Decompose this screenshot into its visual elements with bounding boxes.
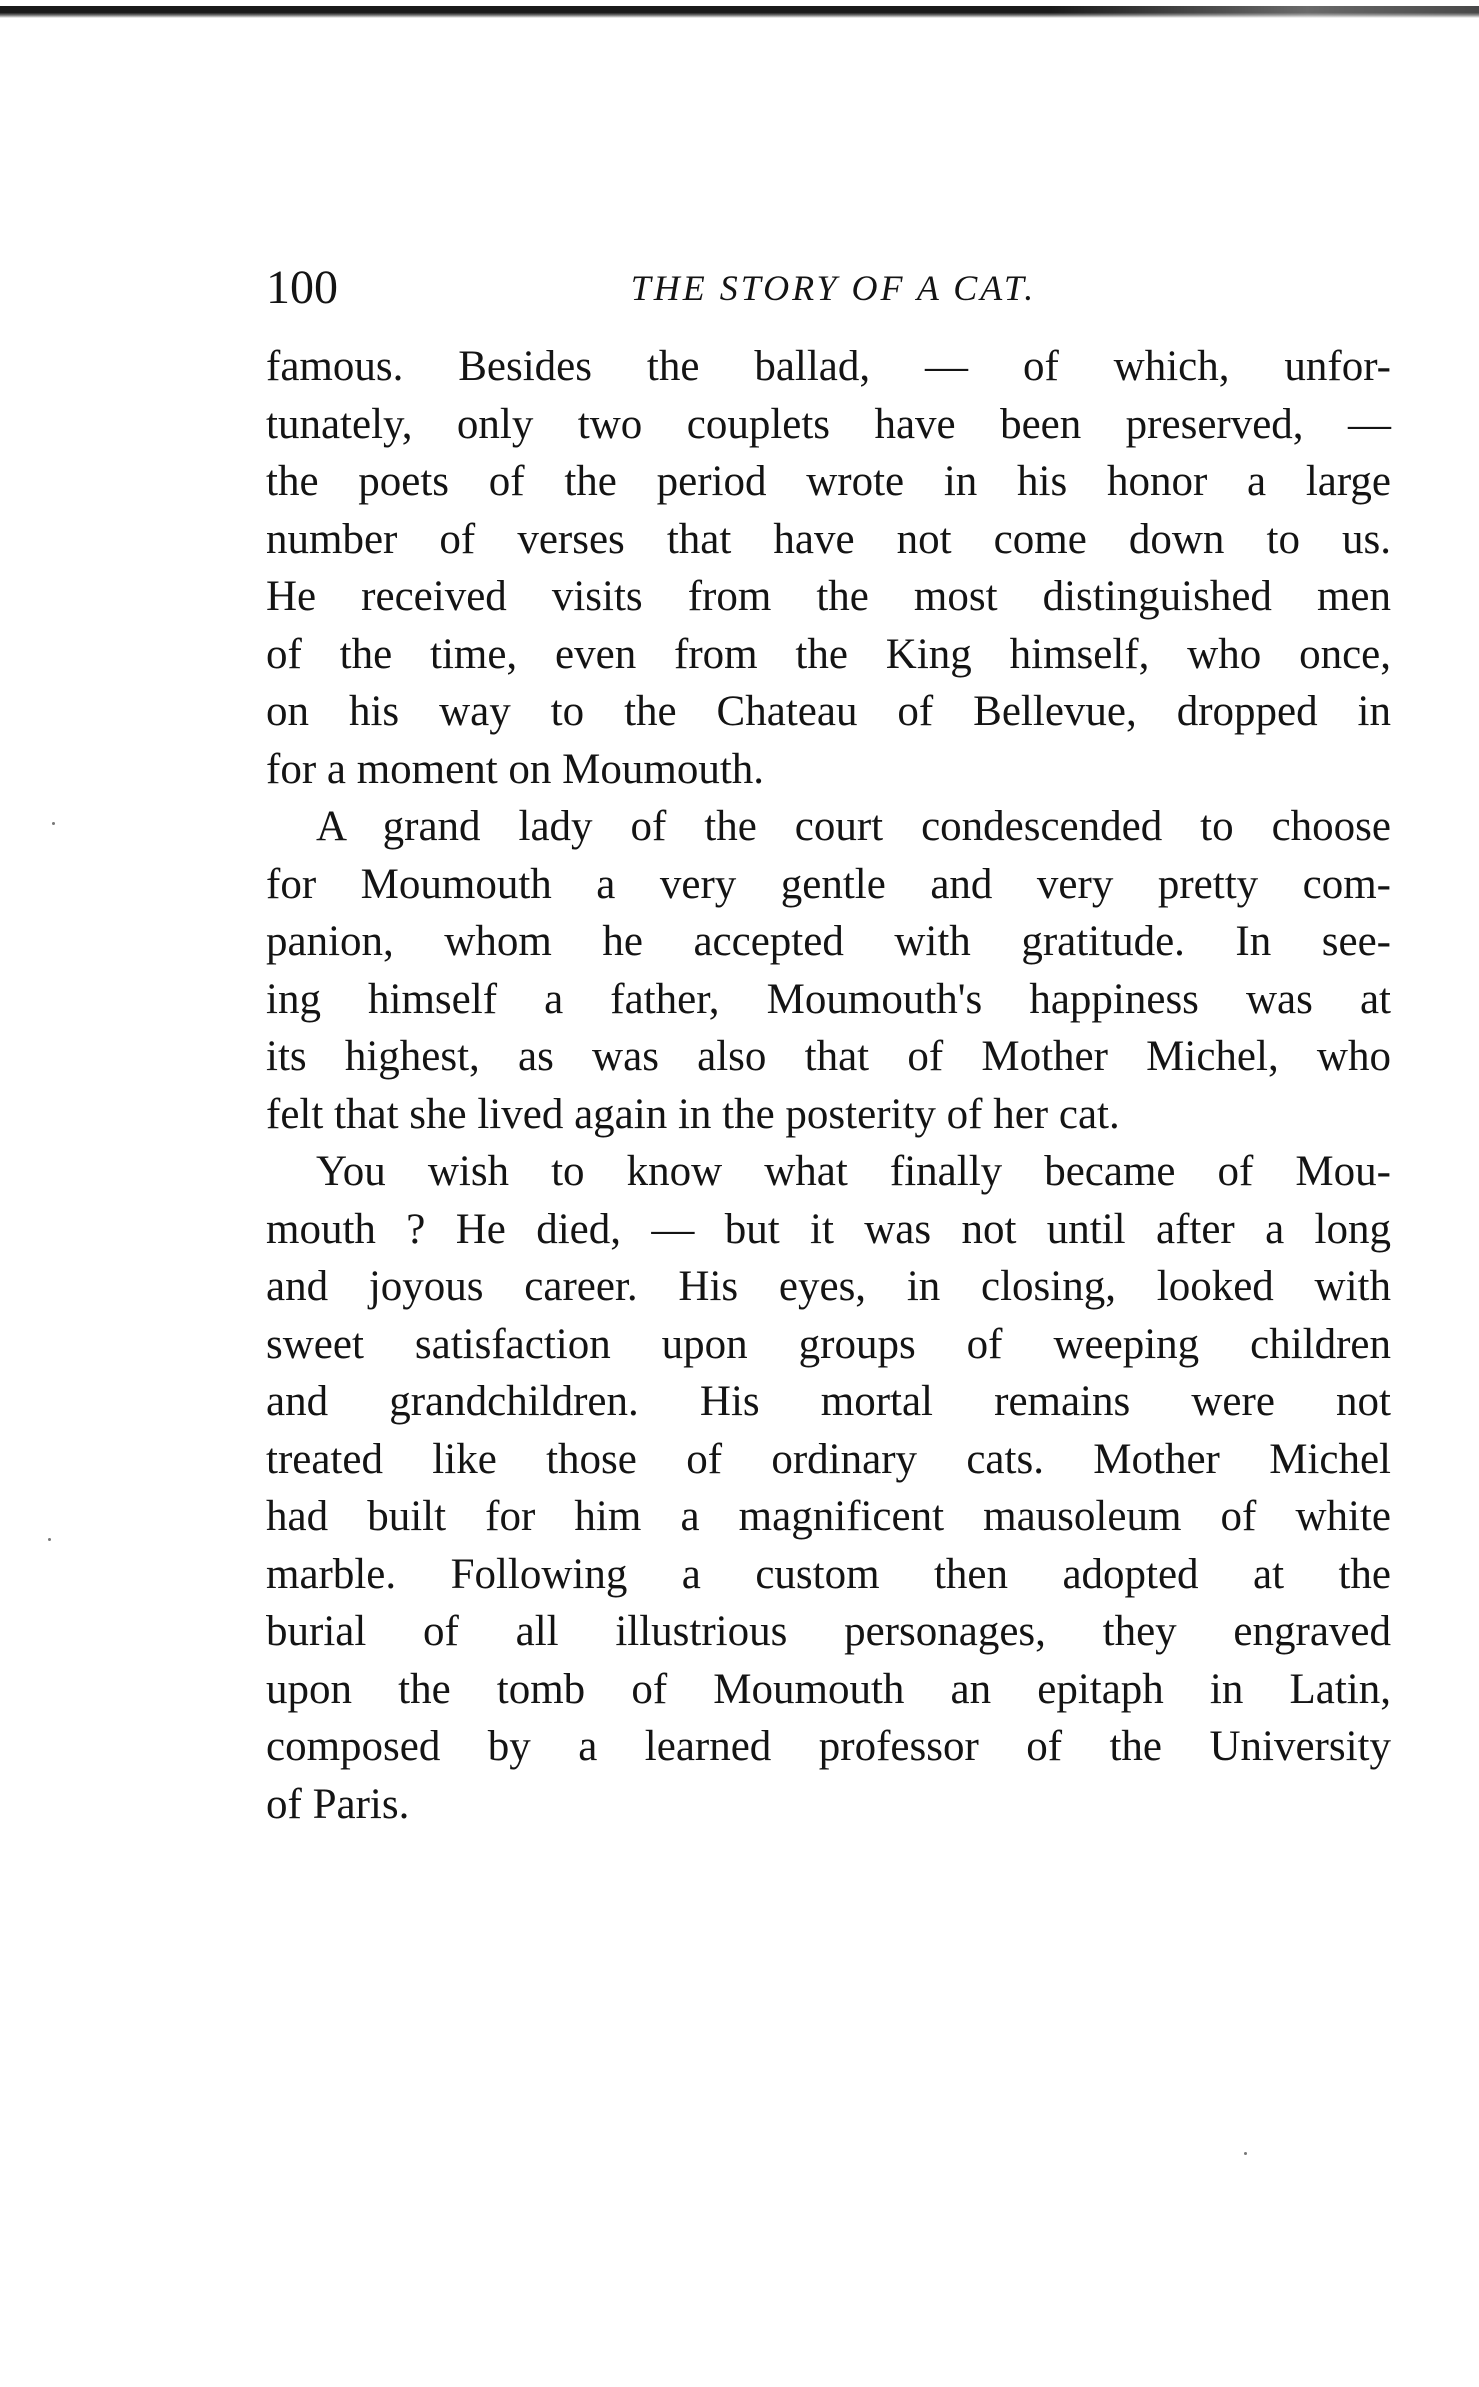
paper-speck [1244,2152,1247,2155]
top-edge-fade [1050,6,1479,28]
text-line: of the time, even from the King himself, who once, [266,630,1391,678]
text-line: had built for him a magnificent mausoleum of white [266,1493,1391,1540]
text-line: You wish to know what finally became of Mou- [316,1148,1391,1195]
page-number: 100 [266,261,338,314]
page-header [266,258,1391,318]
body-text [266,338,1391,1833]
text-line: tunately, only two couplets have been preserved, — [266,400,1391,448]
text-line: ing himself a father, Moumouth's happiness was at [266,975,1391,1023]
text-line: A grand lady of the court condescended to choose [316,803,1391,850]
text-line: and grandchildren. His mortal remains were not [266,1378,1391,1425]
text-line: treated like those of ordinary cats. Mother Michel [266,1435,1391,1483]
text-line: burial of all illustrious personages, they engraved [266,1608,1391,1655]
text-line: composed by a learned professor of the University [266,1723,1391,1770]
text-line: mouth ? He died, — but it was not until after a long [266,1205,1391,1253]
running-head: THE STORY OF A CAT. [630,268,1037,308]
text-line: its highest, as was also that of Mother Michel, who [266,1033,1391,1080]
text-line: for Moumouth a very gentle and very pretty com- [266,860,1391,908]
text-line: of Paris. [266,1780,410,1828]
text-line: number of verses that have not come down to us. [266,515,1391,563]
text-line: panion, whom he accepted with gratitude. In see- [266,918,1391,965]
text-line: upon the tomb of Moumouth an epitaph in Latin, [266,1665,1391,1713]
text-line: felt that she lived again in the posterity of her cat. [266,1090,1120,1138]
text-line: He received visits from the most distinguished men [266,573,1391,620]
text-line: sweet satisfaction upon groups of weeping children [266,1320,1391,1368]
text-line: for a moment on Moumouth. [266,745,765,793]
text-line: and joyous career. His eyes, in closing, looked with [266,1263,1391,1310]
paper-speck [48,1538,51,1541]
text-line: the poets of the period wrote in his honor a large [266,458,1391,505]
text-line: on his way to the Chateau of Bellevue, dropped in [266,688,1391,735]
paper-speck [52,822,55,825]
text-line: famous. Besides the ballad, — of which, unfor- [266,343,1391,390]
text-line: marble. Following a custom then adopted at the [266,1550,1391,1598]
